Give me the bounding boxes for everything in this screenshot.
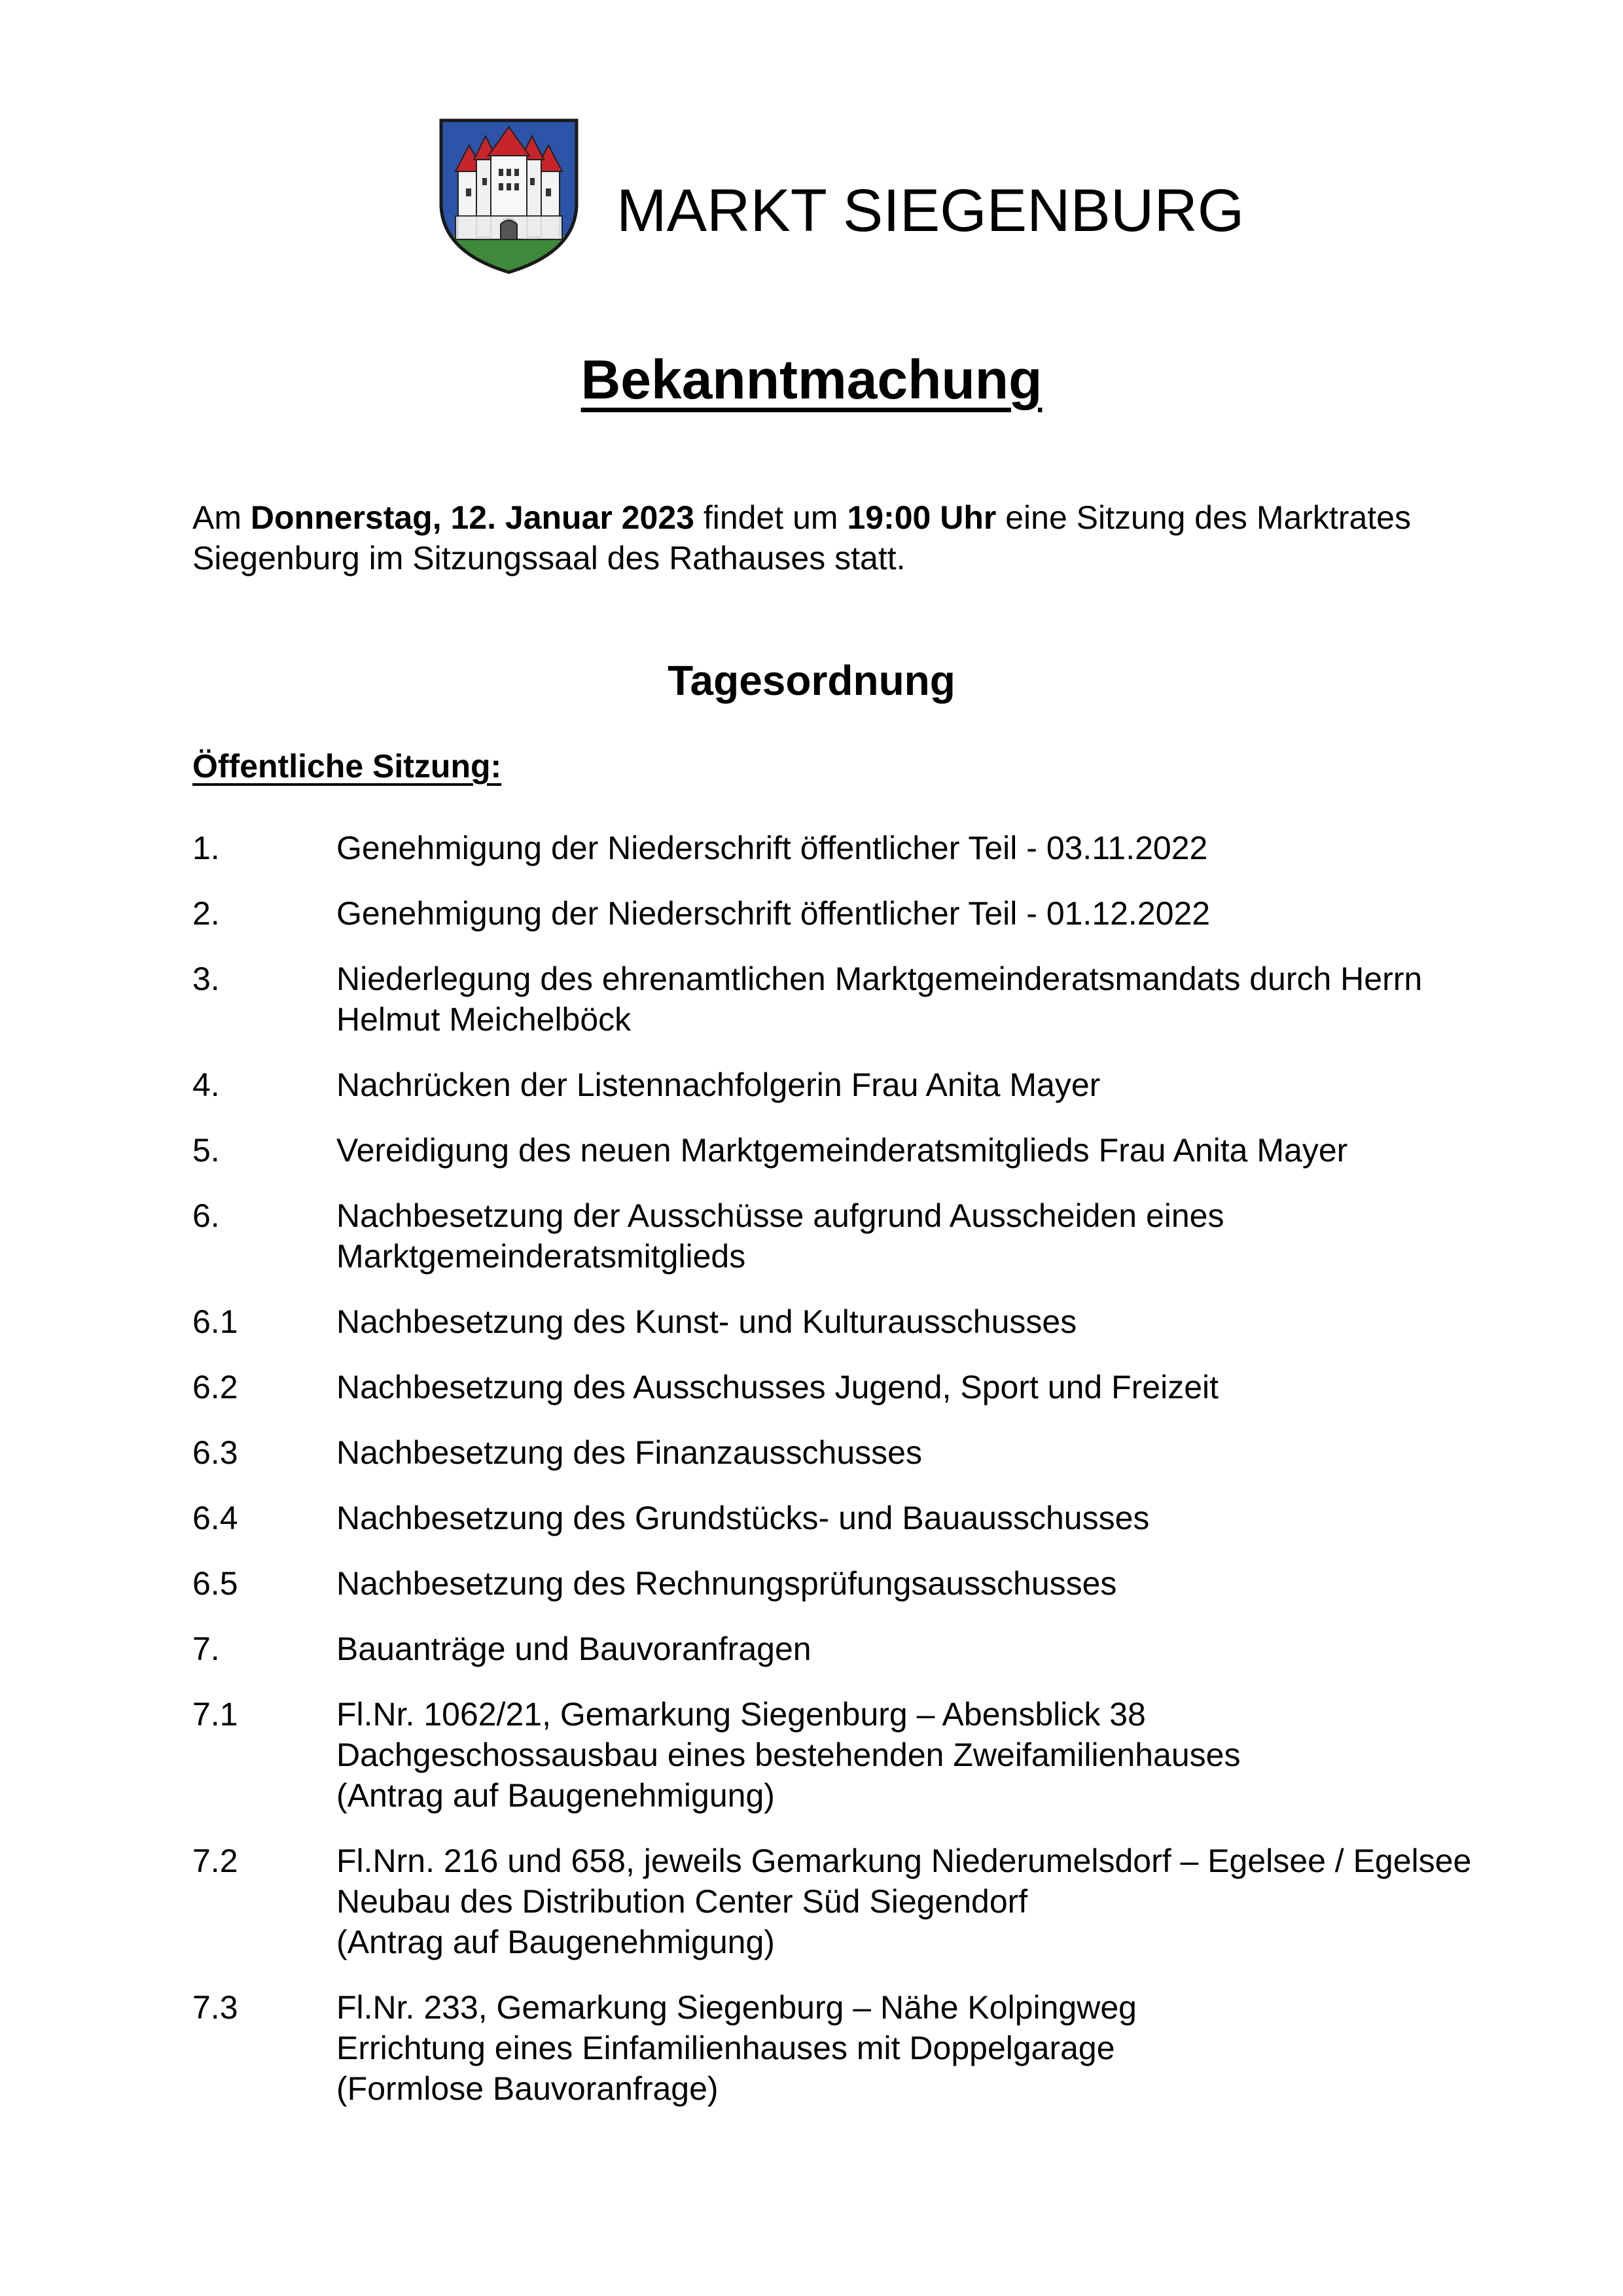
agenda-item-number: 6.3 bbox=[192, 1434, 238, 1471]
intro-text-2: findet um bbox=[694, 499, 847, 536]
public-session-label-text: Öffentliche Sitzung: bbox=[192, 748, 502, 785]
agenda-item-number: 7.2 bbox=[192, 1843, 238, 1879]
letterhead bbox=[438, 118, 1289, 275]
agenda-item-line: Bauanträge und Bauvoranfragen bbox=[336, 1631, 812, 1667]
agenda-item-number: 6.5 bbox=[192, 1565, 238, 1602]
agenda-item bbox=[192, 1498, 1501, 1538]
announcement-text bbox=[192, 497, 1475, 578]
agenda-item-number: 6.1 bbox=[192, 1303, 238, 1340]
agenda-item-line: Genehmigung der Niederschrift öffentlicher Teil - 03.11.2022 bbox=[336, 830, 1208, 866]
agenda-item-number: 4. bbox=[192, 1067, 220, 1103]
agenda-item-text bbox=[336, 1841, 1501, 1962]
agenda-item-text bbox=[336, 1432, 1501, 1473]
agenda-item-line: Fl.Nr. 1062/21, Gemarkung Siegenburg – Abensblick 38 bbox=[336, 1696, 1146, 1733]
document-title bbox=[0, 347, 1623, 412]
agenda-item bbox=[192, 828, 1501, 868]
meeting-date: Donnerstag, 12. Januar 2023 bbox=[250, 499, 694, 536]
agenda-item bbox=[192, 1694, 1501, 1816]
agenda-item-text bbox=[336, 1065, 1501, 1105]
agenda-item-number: 7. bbox=[192, 1631, 220, 1667]
agenda-item-number: 7.3 bbox=[192, 1989, 238, 2026]
agenda-item-number: 1. bbox=[192, 830, 220, 866]
agenda-item-line: Neubau des Distribution Center Süd Siegendorf bbox=[336, 1883, 1028, 1920]
agenda-item bbox=[192, 1367, 1501, 1407]
agenda-item-line: Genehmigung der Niederschrift öffentlicher Teil - 01.12.2022 bbox=[336, 895, 1211, 932]
agenda-item bbox=[192, 893, 1501, 934]
agenda-item-line: (Antrag auf Baugenehmigung) bbox=[336, 1924, 775, 1960]
agenda-item-text bbox=[336, 1367, 1501, 1407]
agenda-item bbox=[192, 1432, 1501, 1473]
agenda-item-text bbox=[336, 1987, 1501, 2109]
agenda-item-number: 6.4 bbox=[192, 1500, 238, 1536]
agenda-item-text bbox=[336, 1498, 1501, 1538]
agenda-item-line: Nachbesetzung des Finanzausschusses bbox=[336, 1434, 922, 1471]
agenda-item-text bbox=[336, 959, 1501, 1040]
intro-text-1: Am bbox=[192, 499, 251, 536]
agenda-item-line: (Formlose Bauvoranfrage) bbox=[336, 2070, 719, 2107]
agenda-item-line: Nachbesetzung der Ausschüsse aufgrund Ausscheiden eines bbox=[336, 1197, 1224, 1234]
agenda-item bbox=[192, 1130, 1501, 1171]
agenda-item-text bbox=[336, 1694, 1501, 1816]
document-title-text: Bekanntmachung bbox=[580, 349, 1043, 410]
agenda-item-text bbox=[336, 1301, 1501, 1342]
agenda-item-line: Fl.Nr. 233, Gemarkung Siegenburg – Nähe Kolpingweg bbox=[336, 1989, 1137, 2026]
agenda-item bbox=[192, 1629, 1501, 1669]
agenda-item-number: 6.2 bbox=[192, 1369, 238, 1405]
agenda-item-number: 6. bbox=[192, 1197, 220, 1234]
agenda-item-line: Marktgemeinderatsmitglieds bbox=[336, 1238, 746, 1275]
agenda-item bbox=[192, 1987, 1501, 2109]
agenda-item-line: Niederlegung des ehrenamtlichen Marktgemeinderatsmandats durch Herrn bbox=[336, 961, 1423, 997]
agenda-item-line: Nachbesetzung des Kunst- und Kulturausschusses bbox=[336, 1303, 1077, 1340]
agenda-item-text bbox=[336, 1563, 1501, 1604]
agenda-item-number: 2. bbox=[192, 895, 220, 932]
agenda-item-line: Errichtung eines Einfamilienhauses mit Doppelgarage bbox=[336, 2030, 1115, 2066]
agenda-item-line: (Antrag auf Baugenehmigung) bbox=[336, 1777, 775, 1814]
agenda-item-line: Nachbesetzung des Rechnungsprüfungsausschusses bbox=[336, 1565, 1117, 1602]
agenda-item-number: 3. bbox=[192, 961, 220, 997]
agenda-item-line: Nachbesetzung des Grundstücks- und Bauausschusses bbox=[336, 1500, 1150, 1536]
agenda-list bbox=[192, 828, 1501, 2134]
public-session-label bbox=[192, 746, 501, 786]
coat-of-arms-icon bbox=[438, 118, 579, 275]
agenda-heading: Tagesordnung bbox=[668, 657, 955, 704]
agenda-item-text bbox=[336, 1130, 1501, 1171]
intro-text-3: eine Sitzung des Marktrates Siegenburg im Sitzungssaal des Rathauses statt. bbox=[192, 499, 1411, 576]
agenda-item-line: Fl.Nrn. 216 und 658, jeweils Gemarkung Niederumelsdorf – Egelsee / Egelsee bbox=[336, 1843, 1472, 1879]
agenda-item bbox=[192, 1563, 1501, 1604]
agenda-item-line: Vereidigung des neuen Marktgemeinderatsmitglieds Frau Anita Mayer bbox=[336, 1132, 1348, 1169]
agenda-item bbox=[192, 1301, 1501, 1342]
agenda-item-line: Nachrücken der Listennachfolgerin Frau Anita Mayer bbox=[336, 1067, 1101, 1103]
agenda-item-number: 5. bbox=[192, 1132, 220, 1169]
agenda-item bbox=[192, 1195, 1501, 1277]
agenda-item-line: Nachbesetzung des Ausschusses Jugend, Sport und Freizeit bbox=[336, 1369, 1219, 1405]
town-name: MARKT SIEGENBURG bbox=[616, 177, 1245, 244]
agenda-item-text bbox=[336, 1195, 1501, 1277]
agenda-item bbox=[192, 1841, 1501, 1962]
meeting-time: 19:00 Uhr bbox=[847, 499, 997, 536]
agenda-item-text bbox=[336, 828, 1501, 868]
agenda-item-line: Helmut Meichelböck bbox=[336, 1001, 632, 1038]
agenda-item bbox=[192, 1065, 1501, 1105]
agenda-item-text bbox=[336, 893, 1501, 934]
agenda-item-number: 7.1 bbox=[192, 1696, 238, 1733]
agenda-item-line: Dachgeschossausbau eines bestehenden Zweifamilienhauses bbox=[336, 1737, 1241, 1773]
agenda-item bbox=[192, 959, 1501, 1040]
agenda-item-text bbox=[336, 1629, 1501, 1669]
